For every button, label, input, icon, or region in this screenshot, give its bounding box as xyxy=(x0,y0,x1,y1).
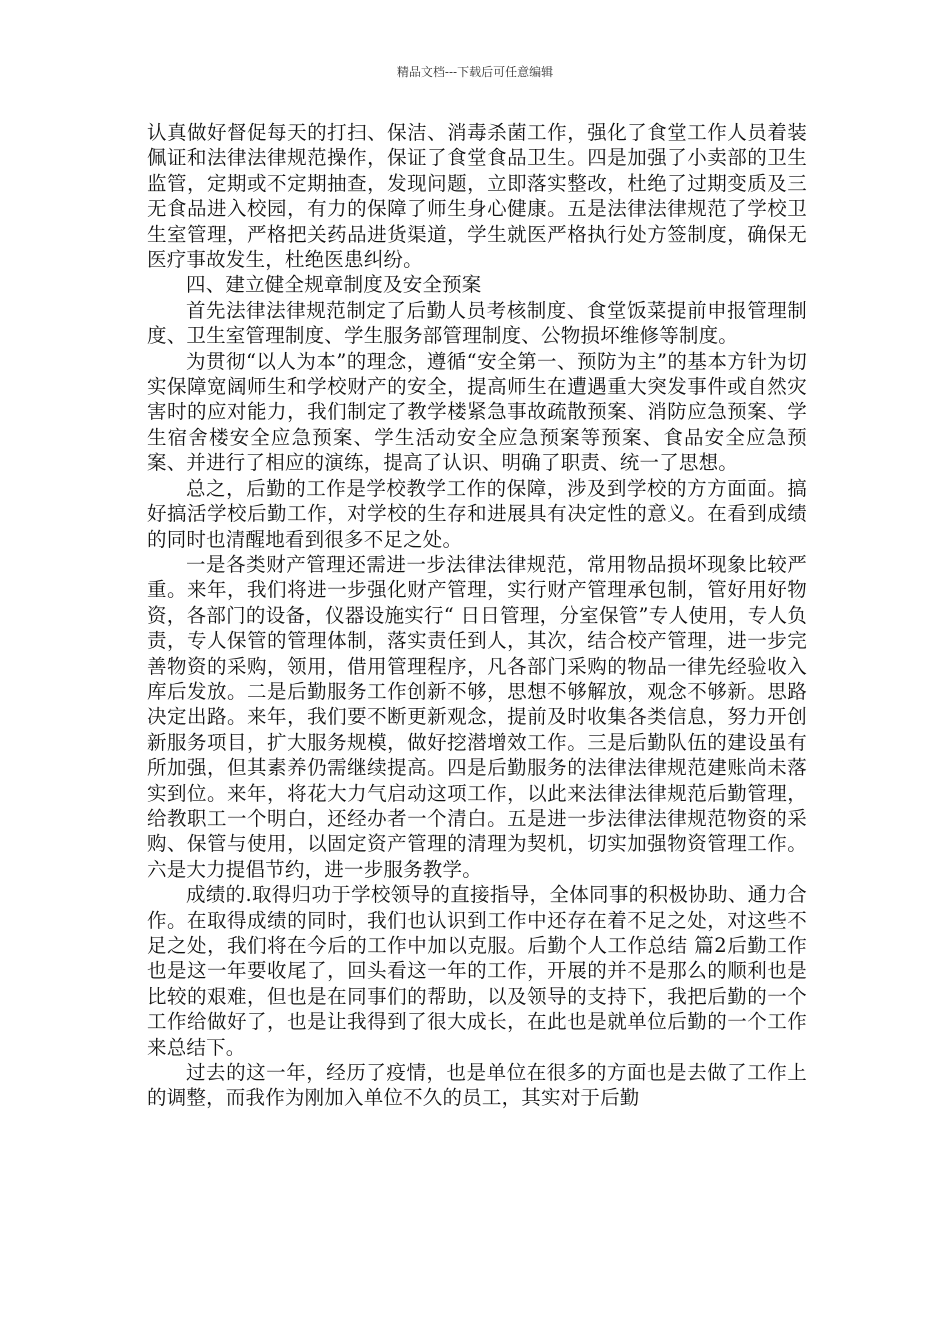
paragraph-past-year: 过去的这一年，经历了疫情，也是单位在很多的方面也是去做了工作上的调整，而我作为刚加入单位不久的员工，其实对于后勤 xyxy=(147,1061,807,1110)
section-heading: 四、建立健全规章制度及安全预案 xyxy=(186,273,482,297)
paragraph-rules: 首先法律法律规范制定了后勤人员考核制度、食堂饭菜提前申报管理制度、卫生室管理制度、学生服务部管理制度、公物损坏维修等制度。 xyxy=(147,298,807,348)
paragraph-achievements: 成绩的.取得归功于学校领导的直接指导，全体同事的积极协助、通力合作。在取得成绩的同时，我们也认识到工作中还存在着不足之处，对这些不足之处，我们将在今后的工作中加以克服。后勤个人工作总结 篇2后勤工作也是这一年要收尾了，回头看这一年的工作，开展的并不是那么的顺利也是比较的艰难，但也是在同事们的帮助，以及领导的支持下，我把后勤的一个工作给做好了，也是让我得到了很大成长，在此也是就单位后勤的一个工作来总结下。 xyxy=(147,883,807,1059)
paragraph-shortcomings: 一是各类财产管理还需进一步法律法律规范，常用物品损坏现象比较严重。来年，我们将进一步强化财产管理，实行财产管理承包制，管好用好物资，各部门的设备，仪器设施实行“ 日日管理，分室保管”专人使用，专人负责，专人保管的管理体制，落实责任到人，其次，结合校产管理，进一步完善物资的采购，领用，借用管理程序，凡各部门采购的物品一律先经验收入库后发放。二是后勤服务工作创新不够，思想不够解放，观念不够新。思路决定出路。来年，我们要不断更新观念，提前及时收集各类信息，努力开创新服务项目，扩大服务规模，做好挖潜增效工作。三是后勤队伍的建设虽有所加强，但其素养仍需继续提高。四是后勤服务的法律法律规范建账尚未落实到位。来年，将花大力气启动这项工作，以此来法律法律规范后勤管理，给教职工一个明白，还经办者一个清白。五是进一步法律法律规范物资的采购、保管与使用，以固定资产管理的清理为契机，切实加强物资管理工作。六是大力提倡节约，进一步服务教学。 xyxy=(147,552,807,881)
page-header: 精品文档---下载后可任意编辑 xyxy=(396,65,554,79)
paragraph-hygiene: 认真做好督促每天的打扫、保洁、消毒杀菌工作，强化了食堂工作人员着装佩证和法律法律规范操作，保证了食堂食品卫生。四是加强了小卖部的卫生监管，定期或不定期抽查，发现问题，立即落实整改，杜绝了过期变质及三无食品进入校园，有力的保障了师生身心健康。五是法律法律规范了学校卫生室管理，严格把关药品进货渠道，学生就医严格执行处方签制度，确保无医疗事故发生，杜绝医患纠纷。 xyxy=(147,121,807,272)
paragraph-summary: 总之，后勤的工作是学校教学工作的保障，涉及到学校的方方面面。搞好搞活学校后勤工作，对学校的生存和进展具有决定性的意义。在看到成绩的同时也清醒地看到很多不足之处。 xyxy=(147,476,807,551)
document-body xyxy=(147,120,807,1111)
paragraph-safety-plans: 为贯彻“以人为本”的理念，遵循“安全第一、预防为主”的基本方针为切实保障宽阔师生和学校财产的安全，提高师生在遭遇重大突发事件或自然灾害时的应对能力，我们制定了教学楼紧急事故疏散预案、消防应急预案、学生宿舍楼安全应急预案、学生活动安全应急预案等预案、食品安全应急预案、并进行了相应的演练，提高了认识、明确了职责、统一了思想。 xyxy=(147,349,807,475)
